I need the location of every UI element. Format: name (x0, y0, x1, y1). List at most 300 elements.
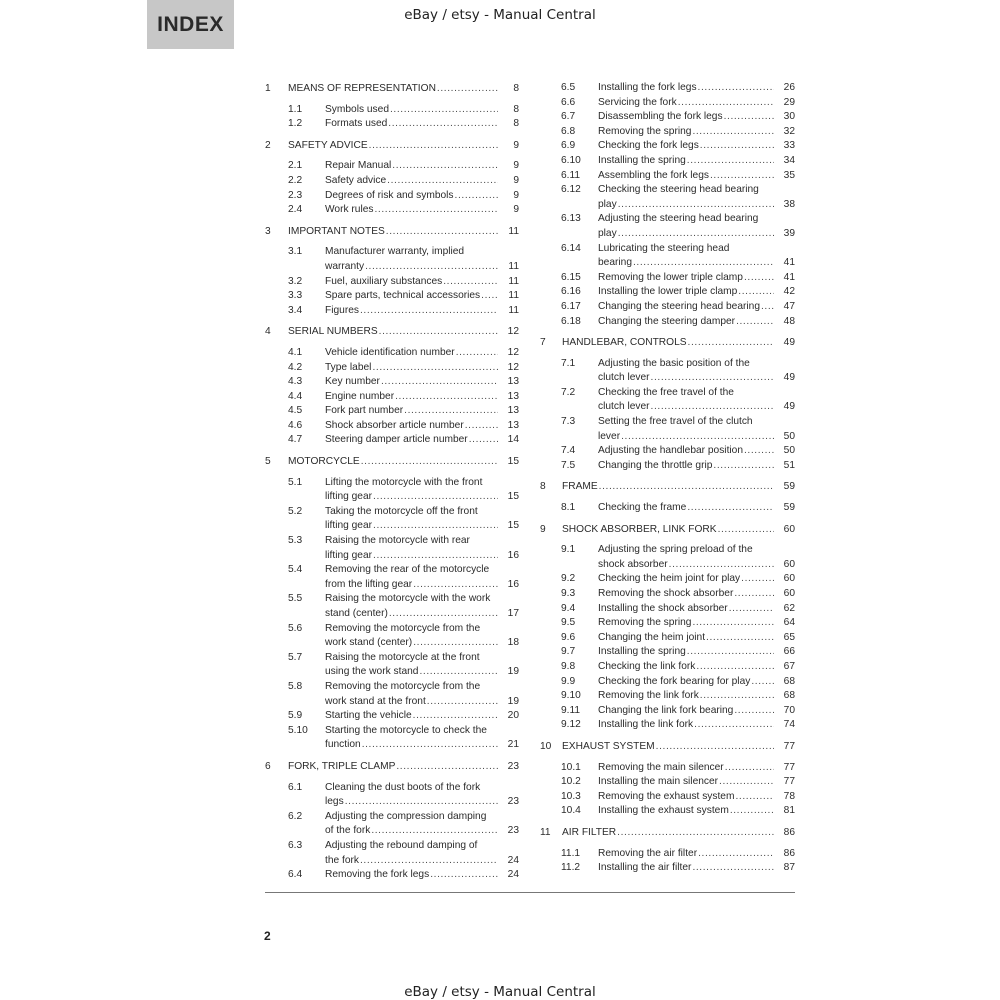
toc-dot-leader (386, 225, 498, 240)
toc-page-number: 12 (507, 346, 519, 358)
toc-page-number: 23 (507, 825, 519, 837)
toc-dot-leader (744, 444, 774, 459)
toc-entry-number: 6.18 (561, 315, 581, 327)
toc-entry-number: 6.16 (561, 286, 581, 298)
toc-dot-leader (372, 361, 498, 376)
toc-entry-number: 5.8 (288, 680, 303, 692)
toc-subsection-entry[interactable] (540, 315, 795, 330)
toc-page-number: 66 (783, 646, 795, 658)
footer-watermark: eBay / etsy - Manual Central (404, 984, 596, 1000)
toc-subsection-entry[interactable] (540, 212, 795, 241)
toc-subsection-entry[interactable] (540, 704, 795, 719)
toc-dot-leader (465, 419, 498, 434)
toc-page-number: 19 (507, 695, 519, 707)
toc-entry-title: SERIAL NUMBERS (288, 326, 378, 338)
toc-dot-leader (651, 400, 774, 415)
toc-entry-title: MOTORCYCLE (288, 456, 360, 468)
toc-page-number: 13 (507, 390, 519, 402)
toc-entry-title: Checking the heim joint for play (598, 573, 741, 585)
toc-entry-title: Checking the fork bearing for play (598, 675, 751, 687)
toc-section-entry[interactable] (540, 336, 795, 351)
page-number: 2 (264, 929, 271, 943)
toc-entry-number: 4.4 (288, 390, 303, 402)
toc-section-entry[interactable] (265, 760, 519, 775)
toc-subsection-entry[interactable] (265, 117, 519, 132)
toc-dot-leader (692, 616, 774, 631)
toc-entry-number: 11.2 (561, 862, 581, 874)
toc-entry-title: AIR FILTER (562, 826, 617, 838)
toc-entry-number: 8 (540, 481, 546, 493)
toc-entry-title: play (598, 227, 617, 239)
toc-entry-number: 9 (540, 523, 546, 535)
toc-entry-title: Checking the steering head bearing (598, 184, 759, 196)
toc-entry-title: Starting the motorcycle to check the (325, 724, 487, 736)
toc-entry-number: 4 (265, 326, 271, 338)
toc-dot-leader (734, 587, 774, 602)
toc-entry-title: Raising the motorcycle with rear (325, 535, 470, 547)
toc-subsection-entry[interactable] (265, 680, 519, 709)
toc-entry-number: 6.10 (561, 154, 581, 166)
toc-dot-leader (373, 549, 498, 564)
toc-entry-title: Removing the exhaust system (598, 790, 735, 802)
toc-entry-title: Figures (325, 304, 359, 316)
toc-entry-title: Raising the motorcycle at the front (325, 651, 480, 663)
toc-entry-title: Removing the air filter (598, 847, 698, 859)
toc-page-number: 47 (783, 300, 795, 312)
toc-dot-leader (741, 572, 774, 587)
toc-section-entry[interactable] (540, 826, 795, 841)
toc-entry-title: Changing the steering head bearing (598, 300, 760, 312)
toc-page-number: 65 (783, 631, 795, 643)
toc-entry-number: 6.15 (561, 271, 581, 283)
toc-entry-title: lifting gear (325, 520, 373, 532)
toc-entry-number: 6.3 (288, 839, 303, 851)
toc-entry-number: 6.1 (288, 781, 303, 793)
toc-entry-title: function (325, 739, 361, 751)
toc-dot-leader (736, 315, 774, 330)
toc-dot-leader (718, 523, 774, 538)
toc-page-number: 13 (507, 376, 519, 388)
toc-entry-number: 2 (265, 139, 271, 151)
toc-subsection-entry[interactable] (540, 459, 795, 474)
toc-entry-number: 9.11 (561, 704, 581, 716)
toc-entry-title: Removing the shock absorber (598, 588, 734, 599)
toc-subsection-entry[interactable] (540, 543, 795, 572)
toc-dot-leader (744, 271, 774, 286)
toc-page-number: 49 (783, 372, 795, 384)
toc-entry-title: Assembling the fork legs (598, 169, 709, 181)
toc-entry-title: Adjusting the steering head bearing (598, 213, 759, 225)
toc-entry-number: 2.4 (288, 204, 303, 216)
toc-subsection-entry[interactable] (540, 96, 795, 111)
toc-entry-number: 9.7 (561, 646, 576, 658)
toc-subsection-entry[interactable] (265, 476, 519, 505)
toc-entry-number: 7.2 (561, 386, 576, 398)
toc-entry-number: 9.9 (561, 675, 576, 687)
toc-subsection-entry[interactable] (540, 718, 795, 733)
toc-subsection-entry[interactable] (265, 709, 519, 724)
toc-entry-title: warranty (325, 260, 365, 272)
toc-entry-title: Removing the rear of the motorcycle (325, 564, 490, 576)
toc-entry-title: Fuel, auxiliary substances (325, 275, 443, 287)
toc-dot-leader (694, 718, 774, 733)
toc-dot-leader (455, 189, 498, 204)
toc-page-number: 9 (513, 204, 519, 216)
toc-subsection-entry[interactable] (540, 602, 795, 617)
toc-subsection-entry[interactable] (540, 501, 795, 516)
toc-entry-number: 6.11 (561, 169, 581, 181)
toc-subsection-entry[interactable] (265, 390, 519, 405)
toc-subsection-entry[interactable] (265, 592, 519, 621)
toc-subsection-entry[interactable] (540, 847, 795, 862)
toc-entry-title: Changing the throttle grip (598, 459, 713, 471)
toc-subsection-entry[interactable] (540, 444, 795, 459)
toc-page-number: 11 (508, 304, 519, 316)
toc-subsection-entry[interactable] (265, 505, 519, 534)
toc-entry-title: Removing the spring (598, 125, 692, 137)
toc-subsection-entry[interactable] (265, 304, 519, 319)
toc-dot-leader (456, 346, 498, 361)
toc-subsection-entry[interactable] (265, 404, 519, 419)
toc-subsection-entry[interactable] (540, 761, 795, 776)
toc-dot-leader (687, 645, 774, 660)
toc-section-entry[interactable] (540, 523, 795, 538)
toc-entry-title: Formats used (325, 118, 388, 130)
toc-page-number: 9 (513, 174, 519, 186)
toc-subsection-entry[interactable] (265, 275, 519, 290)
toc-subsection-entry[interactable] (540, 775, 795, 790)
toc-dot-leader (404, 404, 498, 419)
toc-entry-title: Checking the frame (598, 502, 687, 514)
toc-dot-leader (700, 689, 774, 704)
toc-entry-title: clutch lever (598, 372, 650, 384)
toc-dot-leader (692, 861, 774, 876)
toc-subsection-entry[interactable] (265, 868, 519, 883)
toc-entry-number: 9.10 (561, 690, 581, 702)
toc-entry-number: 7.3 (561, 416, 576, 428)
toc-entry-title: Removing the spring (598, 617, 692, 629)
toc-page-number: 68 (783, 675, 795, 687)
toc-subsection-entry[interactable] (540, 271, 795, 286)
toc-dot-leader (362, 738, 498, 753)
toc-page-number: 68 (783, 690, 795, 702)
toc-entry-title: from the lifting gear (325, 578, 413, 590)
toc-subsection-entry[interactable] (265, 839, 519, 868)
toc-dot-leader (687, 154, 774, 169)
toc-dot-leader (669, 558, 774, 573)
toc-entry-number: 2.3 (288, 189, 303, 201)
toc-entry-number: 11.1 (561, 847, 581, 859)
toc-entry-number: 8.1 (561, 502, 576, 514)
toc-entry-title: clutch lever (598, 401, 650, 413)
toc-subsection-entry[interactable] (540, 139, 795, 154)
toc-subsection-entry[interactable] (265, 159, 519, 174)
toc-subsection-entry[interactable] (540, 169, 795, 184)
toc-entry-title: Adjusting the handlebar position (598, 445, 743, 457)
toc-subsection-entry[interactable] (540, 616, 795, 631)
toc-entry-number: 9.1 (561, 544, 576, 556)
toc-page-number: 11 (508, 225, 519, 237)
toc-subsection-entry[interactable] (540, 645, 795, 660)
toc-dot-leader (413, 636, 498, 651)
toc-page-number: 15 (507, 520, 519, 532)
toc-subsection-entry[interactable] (540, 183, 795, 212)
toc-entry-number: 10 (540, 740, 552, 752)
toc-entry-number: 6.9 (561, 140, 576, 152)
toc-dot-leader (430, 868, 498, 883)
toc-entry-number: 6.12 (561, 184, 581, 196)
toc-subsection-entry[interactable] (540, 154, 795, 169)
toc-subsection-entry[interactable] (540, 804, 795, 819)
toc-subsection-entry[interactable] (540, 81, 795, 96)
toc-entry-title: Removing the fork legs (325, 869, 430, 881)
toc-entry-title: MEANS OF REPRESENTATION (288, 83, 436, 94)
toc-page-number: 34 (783, 154, 795, 166)
toc-entry-number: 5.3 (288, 535, 303, 547)
toc-entry-title: Installing the air filter (598, 862, 692, 874)
toc-entry-number: 5.6 (288, 622, 303, 634)
toc-entry-number: 3.4 (288, 304, 303, 316)
toc-subsection-entry[interactable] (265, 724, 519, 753)
toc-page-number: 14 (507, 434, 519, 446)
toc-page-number: 77 (783, 740, 795, 752)
toc-entry-title: Key number (325, 376, 380, 388)
toc-dot-leader (729, 602, 774, 617)
toc-entry-number: 7.5 (561, 459, 576, 471)
toc-dot-leader (396, 760, 498, 775)
toc-entry-title: Installing the shock absorber (598, 602, 728, 614)
toc-dot-leader (710, 169, 774, 184)
toc-entry-title: EXHAUST SYSTEM (562, 740, 655, 752)
toc-page-number: 41 (783, 257, 795, 269)
toc-entry-number: 5.2 (288, 505, 303, 517)
toc-entry-number: 4.7 (288, 434, 303, 446)
toc-entry-number: 6 (265, 760, 271, 772)
toc-subsection-entry[interactable] (265, 419, 519, 434)
toc-entry-title: Changing the steering damper (598, 315, 736, 327)
toc-entry-number: 5 (265, 456, 271, 468)
toc-page-number: 86 (783, 847, 795, 859)
toc-subsection-entry[interactable] (265, 361, 519, 376)
toc-dot-leader (678, 96, 774, 111)
toc-entry-title: Setting the free travel of the clutch (598, 416, 753, 428)
toc-section-entry[interactable] (265, 82, 519, 97)
toc-entry-title: shock absorber (598, 558, 668, 570)
toc-subsection-entry[interactable] (540, 689, 795, 704)
toc-subsection-entry[interactable] (265, 622, 519, 651)
toc-entry-number: 4.5 (288, 405, 303, 417)
toc-page-number: 38 (783, 198, 795, 210)
toc-entry-title: SHOCK ABSORBER, LINK FORK (562, 523, 717, 535)
toc-page-number: 50 (783, 445, 795, 457)
toc-entry-number: 3.2 (288, 275, 303, 287)
toc-entry-title: FRAME (562, 481, 598, 493)
toc-section-entry[interactable] (265, 455, 519, 470)
toc-entry-number: 1.1 (288, 103, 303, 115)
toc-subsection-entry[interactable] (540, 861, 795, 876)
toc-dot-leader (687, 501, 774, 516)
toc-section-entry[interactable] (265, 139, 519, 154)
toc-subsection-entry[interactable] (540, 125, 795, 140)
toc-entry-number: 7.1 (561, 357, 576, 369)
toc-page-number: 13 (507, 419, 519, 431)
toc-dot-leader (437, 82, 498, 97)
toc-entry-number: 5.5 (288, 593, 303, 605)
toc-entry-title: Changing the link fork bearing (598, 704, 734, 716)
toc-entry-number: 10.3 (561, 790, 581, 802)
toc-page-number: 78 (783, 790, 795, 802)
toc-entry-title: Manufacturer warranty, implied (325, 246, 465, 258)
toc-page-number: 24 (507, 869, 519, 881)
toc-subsection-entry[interactable] (540, 300, 795, 315)
toc-subsection-entry[interactable] (265, 781, 519, 810)
toc-subsection-entry[interactable] (540, 587, 795, 602)
toc-entry-title: Cleaning the dust boots of the fork (325, 781, 481, 793)
toc-page-number: 77 (783, 776, 795, 788)
toc-subsection-entry[interactable] (540, 631, 795, 646)
toc-subsection-entry[interactable] (265, 203, 519, 218)
toc-dot-leader (621, 430, 774, 445)
toc-page-number: 32 (783, 125, 795, 137)
toc-entry-title: play (598, 198, 617, 210)
toc-page-number: 60 (783, 573, 795, 585)
toc-subsection-entry[interactable] (540, 357, 795, 386)
toc-dot-leader (618, 227, 774, 242)
toc-dot-leader (389, 607, 498, 622)
toc-subsection-entry[interactable] (265, 189, 519, 204)
toc-page-number: 60 (783, 558, 795, 570)
toc-entry-number: 1.2 (288, 118, 303, 130)
toc-entry-title: Lubricating the steering head (598, 242, 730, 254)
toc-page-number: 64 (783, 617, 795, 629)
toc-entry-number: 6.5 (561, 82, 576, 93)
toc-entry-title: Removing the main silencer (598, 761, 724, 773)
toc-dot-leader (734, 704, 774, 719)
toc-section-entry[interactable] (540, 740, 795, 755)
toc-entry-number: 6.2 (288, 810, 303, 822)
toc-entry-title: HANDLEBAR, CONTROLS (562, 337, 687, 349)
toc-subsection-entry[interactable] (265, 534, 519, 563)
toc-entry-title: Type label (325, 361, 372, 373)
toc-page-number: 8 (513, 103, 519, 115)
toc-subsection-entry[interactable] (540, 675, 795, 690)
toc-dot-leader (698, 847, 774, 862)
toc-page-number: 50 (783, 430, 795, 442)
toc-page-number: 19 (507, 666, 519, 678)
toc-dot-leader (706, 631, 774, 646)
toc-page-number: 59 (783, 502, 795, 514)
toc-subsection-entry[interactable] (540, 415, 795, 444)
toc-subsection-entry[interactable] (540, 110, 795, 125)
toc-left-column (265, 82, 519, 883)
toc-entry-title: Lifting the motorcycle with the front (325, 476, 483, 488)
toc-entry-number: 4.1 (288, 346, 303, 358)
toc-entry-number: 9.8 (561, 660, 576, 672)
toc-entry-number: 9.12 (561, 719, 581, 731)
toc-page-number: 17 (507, 608, 519, 619)
toc-entry-title: legs (325, 796, 344, 808)
toc-entry-title: Installing the exhaust system (598, 805, 729, 817)
toc-entry-title: Installing the spring (598, 646, 686, 658)
toc-entry-number: 5.4 (288, 564, 303, 576)
toc-subsection-entry[interactable] (265, 563, 519, 592)
toc-subsection-entry[interactable] (265, 346, 519, 361)
toc-subsection-entry[interactable] (265, 289, 519, 304)
toc-subsection-entry[interactable] (540, 790, 795, 805)
toc-entry-number: 3.1 (288, 246, 303, 258)
toc-subsection-entry[interactable] (265, 810, 519, 839)
toc-page-number: 12 (507, 326, 519, 338)
toc-subsection-entry[interactable] (540, 572, 795, 587)
toc-page-number: 86 (783, 826, 795, 838)
toc-dot-leader (751, 675, 774, 690)
toc-entry-number: 9.4 (561, 602, 576, 614)
toc-dot-leader (427, 695, 498, 710)
toc-dot-leader (395, 390, 498, 405)
toc-entry-number: 5.1 (288, 476, 303, 488)
toc-dot-leader (617, 826, 774, 841)
toc-page-number: 8 (513, 118, 519, 130)
toc-subsection-entry[interactable] (265, 245, 519, 274)
toc-subsection-entry[interactable] (265, 174, 519, 189)
toc-subsection-entry[interactable] (265, 651, 519, 680)
toc-entry-number: 9.5 (561, 617, 576, 629)
toc-dot-leader (413, 709, 498, 724)
toc-entry-title: Fork part number (325, 405, 404, 417)
toc-entry-title: Servicing the fork (598, 96, 677, 108)
toc-page-number: 26 (783, 82, 795, 93)
toc-entry-title: Adjusting the rebound damping of (325, 839, 478, 851)
toc-section-entry[interactable] (540, 480, 795, 495)
toc-dot-leader (738, 285, 774, 300)
toc-page-number: 62 (783, 602, 795, 614)
toc-entry-number: 3.3 (288, 290, 303, 302)
toc-entry-number: 4.3 (288, 376, 303, 388)
toc-section-entry[interactable] (265, 225, 519, 240)
toc-page-number: 87 (783, 862, 795, 874)
toc-subsection-entry[interactable] (540, 386, 795, 415)
toc-entry-title: Vehicle identification number (325, 346, 455, 358)
toc-entry-title: Removing the link fork (598, 690, 699, 702)
toc-entry-title: of the fork (325, 825, 371, 837)
toc-subsection-entry[interactable] (265, 375, 519, 390)
toc-subsection-entry[interactable] (540, 242, 795, 271)
toc-dot-leader (360, 304, 498, 319)
toc-page-number: 11 (508, 260, 519, 272)
toc-dot-leader (388, 117, 498, 132)
toc-subsection-entry[interactable] (265, 433, 519, 448)
toc-entry-number: 5.10 (288, 724, 308, 736)
toc-section-entry[interactable] (265, 325, 519, 340)
toc-dot-leader (361, 455, 498, 470)
toc-subsection-entry[interactable] (265, 103, 519, 118)
toc-entry-number: 6.8 (561, 125, 576, 137)
toc-subsection-entry[interactable] (540, 660, 795, 675)
toc-entry-title: work stand (center) (325, 637, 413, 649)
toc-entry-number: 7.4 (561, 445, 576, 457)
toc-dot-leader (481, 289, 498, 304)
toc-subsection-entry[interactable] (540, 285, 795, 300)
toc-dot-leader (688, 336, 774, 351)
toc-entry-title: lifting gear (325, 549, 373, 561)
toc-dot-leader (651, 371, 774, 386)
toc-entry-title: the fork (325, 854, 359, 866)
header-watermark: eBay / etsy - Manual Central (404, 7, 596, 23)
toc-dot-leader (375, 203, 499, 218)
toc-entry-title: Taking the motorcycle off the front (325, 505, 478, 517)
toc-entry-title: Repair Manual (325, 160, 392, 172)
toc-page-number: 9 (513, 189, 519, 201)
